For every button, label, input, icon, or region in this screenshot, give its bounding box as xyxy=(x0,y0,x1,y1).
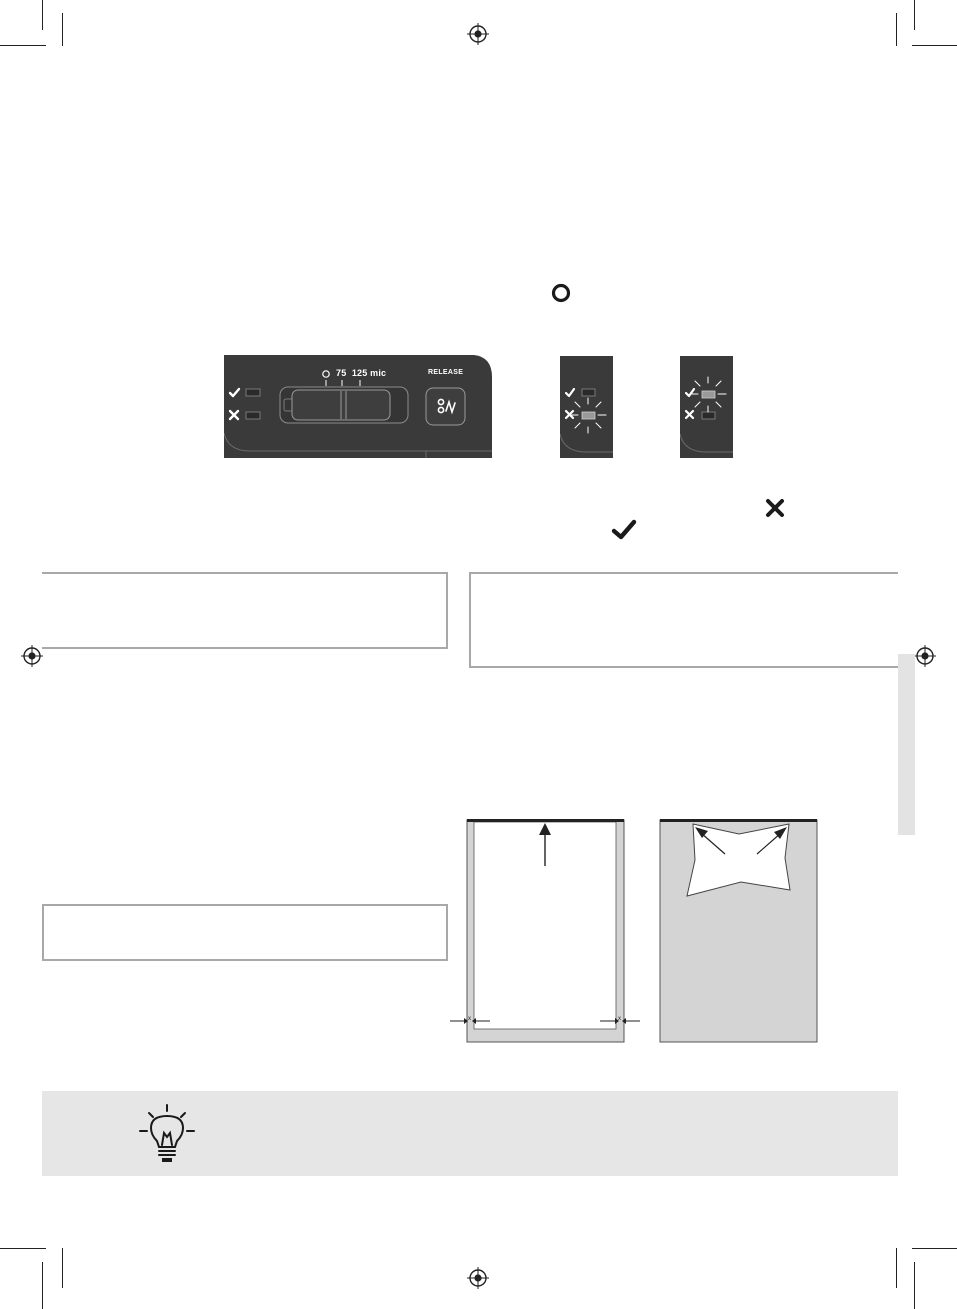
registration-mark-bottom xyxy=(467,1267,489,1289)
margin-marker-right: x xyxy=(618,1016,621,1022)
cross-icon xyxy=(764,497,786,519)
note-box-left-bottom xyxy=(42,904,448,961)
registration-mark-left xyxy=(21,645,43,667)
error-flashing-illustration xyxy=(560,356,613,458)
margin-marker-left: x xyxy=(468,1016,471,1022)
release-label: RELEASE xyxy=(428,369,464,376)
circle-outline-icon xyxy=(550,282,572,304)
ready-flashing-illustration xyxy=(680,356,733,458)
check-icon xyxy=(611,518,637,542)
tip-bar xyxy=(42,1091,898,1176)
note-box-right-top xyxy=(469,572,898,668)
thickness-labels xyxy=(336,368,386,378)
thickness-label-75: 75 xyxy=(336,368,347,378)
thickness-label-125: 125 mic xyxy=(351,368,387,378)
registration-mark-top xyxy=(467,23,489,45)
registration-mark-right xyxy=(914,645,936,667)
lightbulb-icon xyxy=(137,1103,197,1165)
side-tab xyxy=(898,654,915,835)
pouch-correct-diagram xyxy=(446,818,642,1044)
pouch-incorrect-diagram xyxy=(659,818,819,1044)
ready-led xyxy=(246,389,260,396)
release-button xyxy=(426,388,465,425)
note-box-left-top xyxy=(42,572,448,649)
error-led xyxy=(246,412,260,419)
